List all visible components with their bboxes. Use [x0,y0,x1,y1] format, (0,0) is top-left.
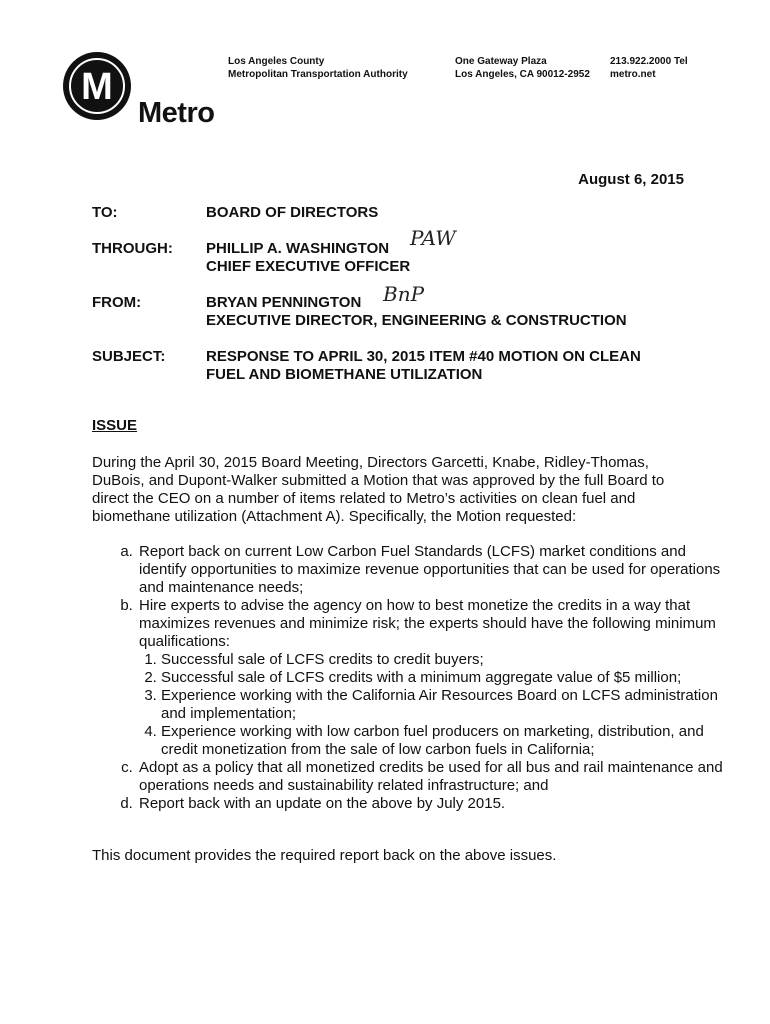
closing-paragraph: This document provides the required report back on the above issues. [92,847,557,864]
request-item-a [137,543,737,597]
request-item-d-text: Report back with an update on the above by July 2015. [139,795,506,812]
from-label: FROM: [92,294,142,311]
to-label: TO: [92,204,118,221]
qualifications-list [139,651,737,759]
phone-number: 213.922.2000 Tel [610,56,688,67]
address-block [455,55,590,81]
contact-block [610,55,688,81]
through-name: PHILLIP A. WASHINGTON [206,240,390,257]
from-title: EXECUTIVE DIRECTOR, ENGINEERING & CONSTRUCTION [206,312,627,329]
request-item-c [137,759,737,795]
through-label: THROUGH: [92,240,173,257]
issue-heading: ISSUE [92,417,138,434]
qualification-item: 4. Experience working with low carbon fuel producers on marketing, distribution, and credit monetization from the sale of low carbon fuels in California; [161,723,737,759]
request-item-b [137,597,737,759]
address-line2: Los Angeles, CA 90012-2952 [455,69,590,80]
issue-intro-paragraph: During the April 30, 2015 Board Meeting, Directors Garcetti, Knabe, Ridley-Thomas, DuBois, and Dupont-Walker submitted a Motion that was approved by the full Board to direct the CEO on a number of items related to Metro’s activities on clean fuel and biomethane utilization (Attachment A). Specifically, the Motion requested: [92,454,665,525]
subject-line2: FUEL AND BIOMETHANE UTILIZATION [206,366,483,383]
from-name: BRYAN PENNINGTON [206,294,362,311]
from-handwritten-initials: BnP [383,282,425,306]
request-item-a-text: Report back on current Low Carbon Fuel Standards (LCFS) market conditions and identify opportunities to maximize revenue opportunities that can be used for operations and maintenance needs; [139,543,721,596]
website: metro.net [610,69,656,80]
qualification-item: 2. Successful sale of LCFS credits with a minimum aggregate value of $5 million; [161,669,737,687]
qualification-item: 3. Experience working with the California Air Resources Board on LCFS administration and implementation; [161,687,737,723]
memo-date: August 6, 2015 [578,171,684,188]
subject-label: SUBJECT: [92,348,166,365]
organization-block [228,55,408,81]
logo-letter: M [81,66,113,108]
to-value: BOARD OF DIRECTORS [206,204,379,221]
through-handwritten-initials: PAW [410,226,456,250]
address-line1: One Gateway Plaza [455,56,547,67]
org-name-line2: Metropolitan Transportation Authority [228,69,408,80]
through-title: CHIEF EXECUTIVE OFFICER [206,258,411,275]
metro-logo-icon [62,51,132,121]
metro-wordmark: Metro [138,97,215,129]
request-item-d [137,795,737,813]
qualification-item: 1. Successful sale of LCFS credits to credit buyers; [161,651,737,669]
motion-requests-list [92,543,737,813]
subject-line1: RESPONSE TO APRIL 30, 2015 ITEM #40 MOTION ON CLEAN [206,348,641,365]
org-name-line1: Los Angeles County [228,56,325,67]
request-item-b-text: Hire experts to advise the agency on how to best monetize the credits in a way that maximizes revenues and minimize risk; the experts should have the following minimum qualifications: [139,597,716,650]
request-item-c-text: Adopt as a policy that all monetized credits be used for all bus and rail maintenance and operations needs and sustainability related infrastructure; and [139,759,723,794]
